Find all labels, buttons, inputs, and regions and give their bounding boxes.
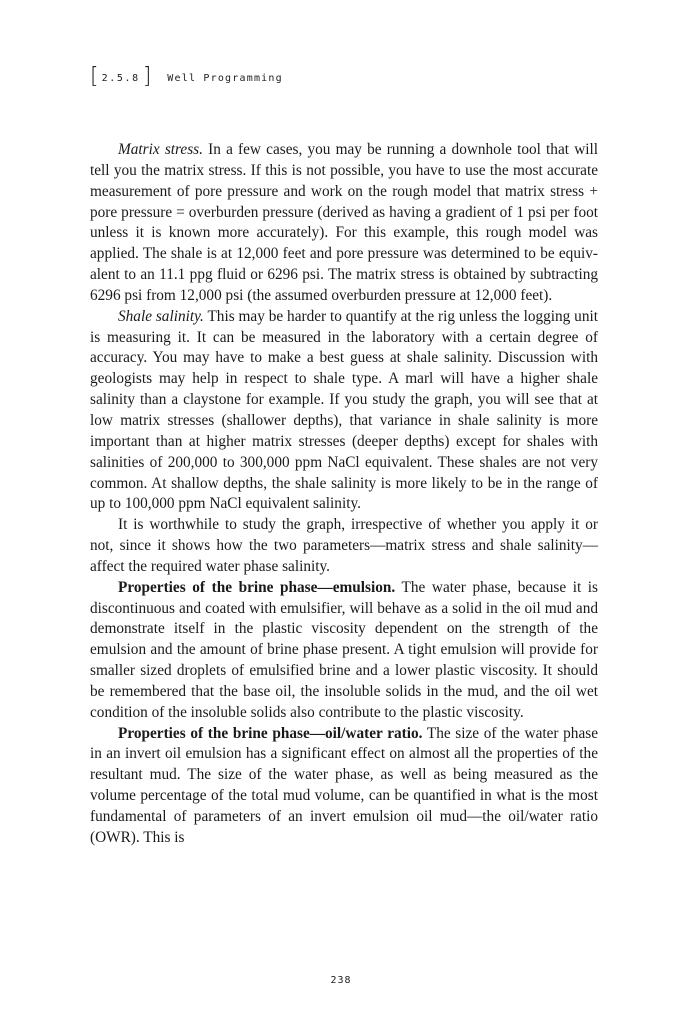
lead-brine-emulsion: Properties of the brine phase—emulsion. [118,578,396,596]
paragraph-oil-water-ratio [90,724,598,849]
lead-oil-water-ratio: Properties of the brine phase—oil/water ratio. [118,724,423,742]
paragraph-text: In a few cases, you may be running a downhole tool that will tell you the matrix stress. If this is not possible, you have to use the most accurate measurement of pore pressure and work on the rough model that matrix stress + pore pressure = overburden pressure (derived as having a gradient of 1 psi per foot unless it is known more accurately). For this example, this rough model was applied. The shale is at 12,000 feet and pore pressure was determined to be equivalent to an 11.1 ppg fluid or 6296 psi. The matrix stress is obtained by subtracting 6296 psi from 12,000 psi (the assumed overburden pressure at 12,000 feet). [90,141,598,304]
paragraph-graph-note [90,515,598,578]
page-number: 238 [330,975,352,986]
paragraph-shale-salinity [90,307,598,515]
paragraph-matrix-stress [90,140,598,307]
paragraph-text: It is worthwhile to study the graph, irrespective of whether you apply it or not, since it shows how the two parameters—matrix stress and shale salinity—affect the required water phase salinity. [90,516,598,575]
left-bracket: [ [90,64,99,89]
paragraph-text: The size of the water phase in an invert oil emulsion has a significant effect on almost all the properties of the resultant mud. The size of the water phase, as well as being measured as the volume percentage of the total mud volume, can be quantified in what is the most fundamental of parameters of an invert emulsion oil mud—the oil/water ratio (OWR). This is [90,724,598,846]
right-bracket: ] [142,64,152,89]
paragraph-text: The water phase, because it is discontinuous and coated with emulsifier, will behave as a solid in the oil mud and demonstrate itself in the plastic viscosity dependent on the strength of the emulsion and the amount of brine phase present. A tight emulsion will provide for smaller sized droplets of emulsified brine and a lower plastic viscosity. It should be remembered that the base oil, the insoluble solids in the mud, and the oil wet condition of the insoluble solids also contribute to the plastic viscosity. [90,578,598,721]
body-text [90,140,598,849]
lead-matrix-stress: Matrix stress. [118,141,203,158]
paragraph-brine-emulsion [90,578,598,724]
lead-shale-salinity: Shale salinity. [118,307,204,325]
chapter-title: Well Programming [167,72,283,84]
section-number: 2.5.8 [101,72,140,84]
paragraph-text: This may be harder to quantify at the rig unless the logging unit is measuring it. It can be measured in the laboratory with a certain degree of accuracy. You may have to make a best guess at shale salinity. Discussion with geologists may help in respect to shale type. A marl will have a higher shale salinity than a claystone for example. If you study the graph, you will see that at low matrix stresses (shallower depths), that variance in shale salinity is more important than at higher matrix stresses (deeper depths) except for shales with salinities of 200,000 to 300,000 ppm NaCl equivalent. These shales are not very common. At shallow depths, the shale salinity is more likely to be in the range of up to 100,000 ppm NaCl equivalent salinity. [90,307,598,513]
running-head [90,66,283,88]
